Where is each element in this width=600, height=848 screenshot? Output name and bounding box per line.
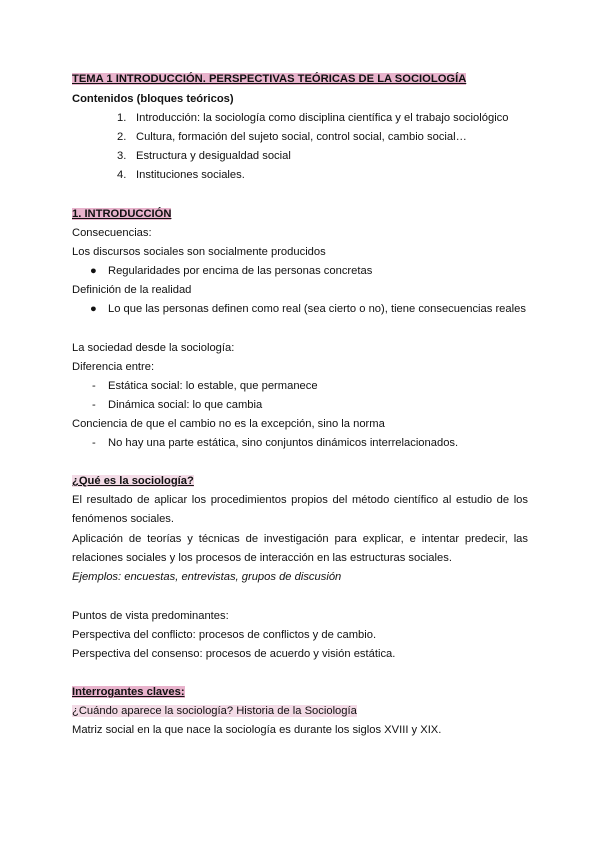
discursos-text: Los discursos sociales son socialmente producidos [72,246,326,258]
dash-icon: - [92,380,96,392]
que-es-paragraph-2-end: relaciones sociales y los procesos de interacción en las estructuras sociales. [72,552,452,564]
ejemplos-text: Ejemplos: encuestas, entrevistas, grupos de discusión [72,571,342,583]
section1-heading: 1. INTRODUCCIÓN [72,208,172,220]
bullet-icon: ● [90,265,97,277]
interrogantes-question: ¿Cuándo aparece la sociología? Historia de la Sociología [72,705,357,717]
diferencia-label: Diferencia entre: [72,361,155,373]
dash-icon: - [92,399,96,411]
bullet-icon: ● [90,303,97,315]
perspectiva-conflicto: Perspectiva del conflicto: procesos de conflictos y de cambio. [72,629,377,641]
que-es-paragraph-2: Aplicación de teorías y técnicas de investigación para explicar, e intentar predecir, las [72,533,528,545]
que-es-heading: ¿Qué es la sociología? [72,475,194,487]
definicion-label: Definición de la realidad [72,284,192,296]
perspectiva-consenso: Perspectiva del consenso: procesos de acuerdo y visión estática. [72,648,396,660]
puntos-label: Puntos de vista predominantes: [72,610,229,622]
document-page: TEMA 1 INTRODUCCIÓN. PERSPECTIVAS TEÓRICAS DE LA SOCIOLOGÍA Contenidos (bloques teóricos) 1. Introducción: la sociología como disciplina científica y el trabajo sociológico 2. Cultura, formación del sujeto social, control social, cambio social… 3. Estructura y desigualdad social 4. Instituciones sociales. 1. INTRODUCCIÓN Consecuencias: Los discursos sociales son socialmente producidos ● Regularidades por encima de las personas concretas Definición de la realidad ● Lo que las personas definen como real (sea cierto o no), tiene consecuencias reales La sociedad desde la sociología: Diferencia entre: - Estática social: lo estable, que permanece - Dinámica social: lo que cambia Conciencia de que el cambio no es la excepción, sino la norma - No hay una parte estática, sino conjuntos dinámicos interrelacionados. ¿Qué es la sociología? El resultado de aplicar los procedimientos propios del método científico al estudio de los fenómenos sociales. Aplicación de teorías y técnicas de investigación para explicar, e intentar predecir, las relaciones sociales y los procesos de interacción en las estructuras sociales. Ejemplos: encuestas, entrevistas, grupos de discusión Puntos de vista predominantes: Perspectiva del conflicto: procesos de conflictos y de cambio. Perspectiva del consenso: procesos de acuerdo y visión estática. Interrogantes claves: ¿Cuándo aparece la sociología? Historia de la Sociología Matriz social en la que nace la sociología es durante los siglos XVIII y XIX. [72,73,528,736]
interrogantes-heading: Interrogantes claves: [72,686,185,698]
que-es-paragraph-1-end: fenómenos sociales. [72,513,174,525]
contents-heading: Contenidos (bloques teóricos) [72,93,234,105]
document-title [72,72,466,86]
title-text: TEMA 1 INTRODUCCIÓN. PERSPECTIVAS TEÓRICAS DE LA SOCIOLOGÍA [72,73,467,85]
consecuencias-label: Consecuencias: [72,227,152,239]
sociedad-label: La sociedad desde la sociología: [72,342,235,354]
matriz-text: Matriz social en la que nace la sociología es durante los siglos XVIII y XIX. [72,724,442,736]
conciencia-text: Conciencia de que el cambio no es la excepción, sino la norma [72,418,385,430]
que-es-paragraph-1: El resultado de aplicar los procedimientos propios del método científico al estudio de los [72,494,528,506]
dash-icon: - [92,437,96,449]
